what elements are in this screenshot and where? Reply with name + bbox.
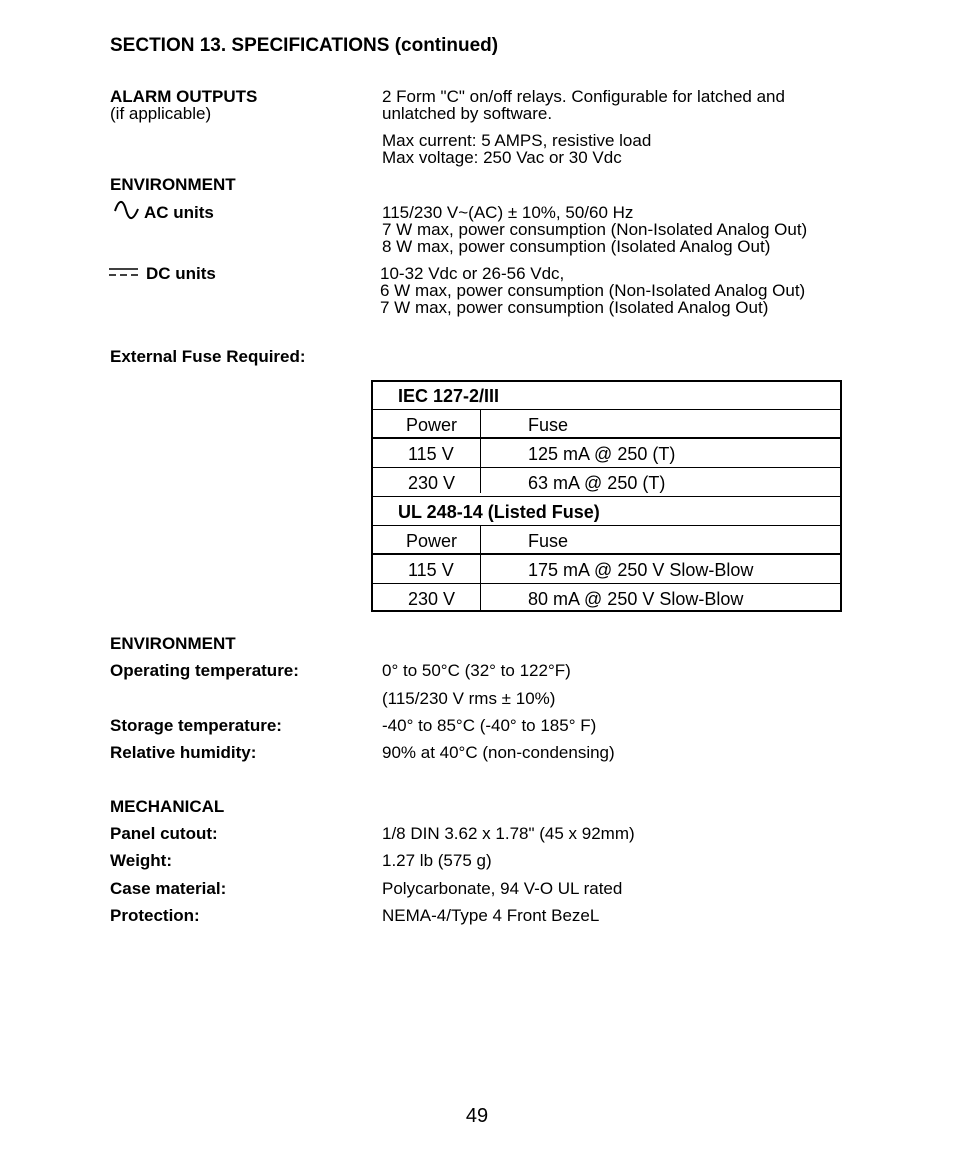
dc-symbol-icon bbox=[108, 266, 140, 278]
dc-spec-line: 10-32 Vdc or 26-56 Vdc, bbox=[380, 264, 565, 283]
iec-title: IEC 127-2/III bbox=[398, 386, 500, 406]
ac-sine-icon bbox=[113, 199, 141, 221]
fuse-table bbox=[371, 380, 842, 612]
external-fuse-label: External Fuse Required: bbox=[110, 347, 306, 366]
dc-units-specs bbox=[380, 265, 805, 316]
fuse-cell: 63 mA @ 250 (T) bbox=[528, 473, 666, 493]
power-cell: 230 V bbox=[408, 589, 456, 609]
spec-value: 0° to 50°C (32° to 122°F) bbox=[382, 661, 571, 680]
spec-label: Relative humidity: bbox=[110, 743, 257, 762]
spec-label: Weight: bbox=[110, 851, 173, 870]
alarm-max-ratings bbox=[382, 132, 651, 166]
spec-value: 90% at 40°C (non-condensing) bbox=[382, 743, 615, 762]
spec-label: Case material: bbox=[110, 879, 227, 898]
ac-spec-line: 7 W max, power consumption (Non-Isolated Analog Out) bbox=[382, 220, 808, 239]
section-title: SECTION 13. SPECIFICATIONS (continued) bbox=[110, 35, 499, 56]
power-cell: 115 V bbox=[408, 560, 454, 580]
alarm-max-voltage: Max voltage: 250 Vac or 30 Vdc bbox=[382, 148, 622, 167]
spec-value: Polycarbonate, 94 V-O UL rated bbox=[382, 879, 623, 898]
ac-units-specs bbox=[382, 204, 807, 255]
alarm-max-current: Max current: 5 AMPS, resistive load bbox=[382, 131, 652, 150]
alarm-desc-line: unlatched by software. bbox=[382, 104, 553, 123]
spec-value: -40° to 85°C (-40° to 185° F) bbox=[382, 716, 597, 735]
ac-spec-line: 115/230 V~(AC) ± 10%, 50/60 Hz bbox=[382, 203, 634, 222]
alarm-desc-line: 2 Form "C" on/off relays. Configurable for latched and bbox=[382, 87, 785, 106]
fuse-cell: 80 mA @ 250 V Slow-Blow bbox=[528, 589, 744, 609]
spec-label: Storage temperature: bbox=[110, 716, 282, 735]
alarm-description bbox=[382, 88, 785, 122]
fuse-cell: 175 mA @ 250 V Slow-Blow bbox=[528, 560, 754, 580]
power-cell: 115 V bbox=[408, 444, 454, 464]
power-cell: 230 V bbox=[408, 473, 456, 493]
fuse-cell: 125 mA @ 250 (T) bbox=[528, 444, 676, 464]
col-power-header: Power bbox=[406, 531, 458, 551]
environment-heading: ENVIRONMENT bbox=[110, 634, 236, 653]
alarm-outputs-label: ALARM OUTPUTS bbox=[110, 87, 258, 106]
col-fuse-header: Fuse bbox=[528, 531, 569, 551]
dc-units-label: DC units bbox=[146, 264, 216, 283]
ac-units-label: AC units bbox=[144, 203, 214, 222]
ul-title: UL 248-14 (Listed Fuse) bbox=[398, 502, 600, 522]
spec-value: NEMA-4/Type 4 Front BezeL bbox=[382, 906, 600, 925]
col-fuse-header: Fuse bbox=[528, 415, 569, 435]
spec-value: 1.27 lb (575 g) bbox=[382, 851, 492, 870]
spec-label: Protection: bbox=[110, 906, 200, 925]
col-power-header: Power bbox=[406, 415, 458, 435]
page-number: 49 bbox=[465, 1105, 489, 1127]
dc-spec-line: 6 W max, power consumption (Non-Isolated Analog Out) bbox=[380, 281, 806, 300]
alarm-outputs-sublabel: (if applicable) bbox=[110, 104, 212, 123]
ac-spec-line: 8 W max, power consumption (Isolated Analog Out) bbox=[382, 237, 771, 256]
environment-power-heading: ENVIRONMENT bbox=[110, 175, 236, 194]
mechanical-heading: MECHANICAL bbox=[110, 797, 225, 816]
spec-value: (115/230 V rms ± 10%) bbox=[382, 689, 556, 708]
spec-value: 1/8 DIN 3.62 x 1.78" (45 x 92mm) bbox=[382, 824, 635, 843]
dc-spec-line: 7 W max, power consumption (Isolated Analog Out) bbox=[380, 298, 769, 317]
spec-label: Panel cutout: bbox=[110, 824, 218, 843]
spec-label: Operating temperature: bbox=[110, 661, 299, 680]
